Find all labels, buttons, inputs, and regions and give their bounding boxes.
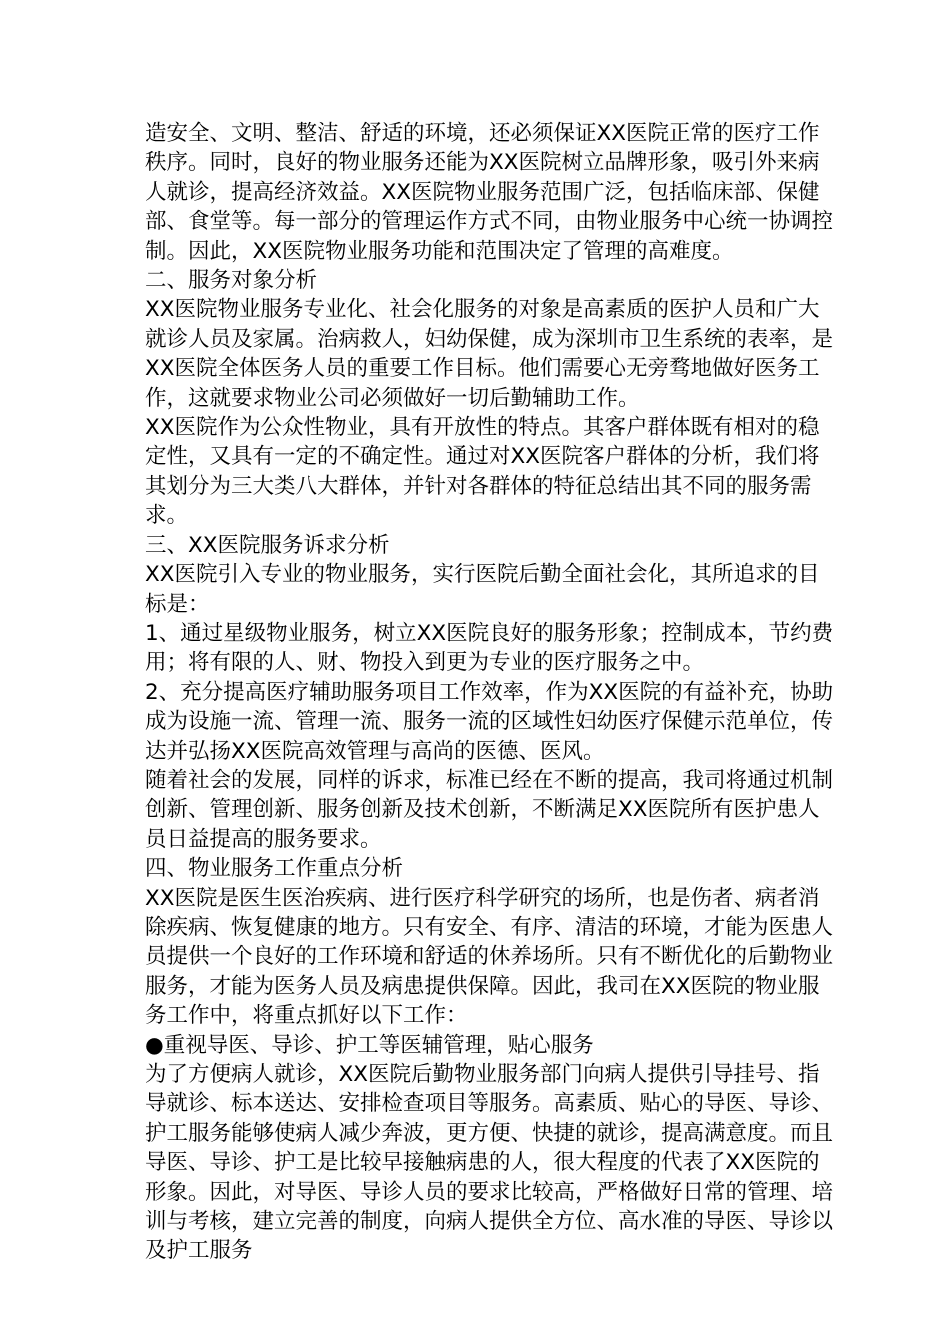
work-focus-bullet-guidance: ●重视导医、导诊、护工等医辅管理，贴心服务 [145, 1032, 594, 1058]
service-demands-item-2: 2、充分提高医疗辅助服务项目工作效率，作为XX医院的有益补充，协助成为设施一流、管理一流、服务一流的区域性妇幼医疗保健示范单位，传达并弘扬XX医院高效管理与高尚的医德、医风。 [145, 679, 834, 764]
service-demands-closing-paragraph: 随着社会的发展，同样的诉求，标准已经在不断的提高，我司将通过机制创新、管理创新、服务创新及技术创新，不断满足XX医院所有医护患人员日益提高的服务要求。 [145, 767, 834, 852]
document-page [145, 119, 835, 1266]
service-demands-item-1: 1、通过星级物业服务，树立XX医院良好的服务形象；控制成本，节约费用；将有限的人、财、物投入到更为专业的医疗服务之中。 [145, 620, 834, 676]
section-heading-service-objects: 二、服务对象分析 [145, 268, 318, 294]
intro-paragraph: 造安全、文明、整洁、舒适的环境，还必须保证XX医院正常的医疗工作秩序。同时，良好的物业服务还能为XX医院树立品牌形象，吸引外来病人就诊，提高经济效益。XX医院物业服务范围广泛，包括临床部、保健部、食堂等。每一部分的管理运作方式不同，由物业服务中心统一协调控制。因此，XX医院物业服务功能和范围决定了管理的高难度。 [145, 121, 834, 264]
work-focus-paragraph: XX医院是医生医治疾病、进行医疗科学研究的场所，也是伤者、病者消除疾病、恢复健康的地方。只有安全、有序、清洁的环境，才能为医患人员提供一个良好的工作环境和舒适的休养场所。只有不断优化的后勤物业服务，才能为医务人员及病患提供保障。因此，我司在XX医院的物业服务工作中，将重点抓好以下工作： [145, 885, 834, 1029]
service-objects-paragraph-2: XX医院作为公众性物业，具有开放性的特点。其客户群体既有相对的稳定性，又具有一定的不确定性。通过对XX医院客户群体的分析，我们将其划分为三大类八大群体，并针对各群体的特征总结出其不同的服务需求。 [145, 415, 820, 529]
service-objects-paragraph-1: XX医院物业服务专业化、社会化服务的对象是高素质的医护人员和广大就诊人员及家属。治病救人，妇幼保健，成为深圳市卫生系统的表率，是XX医院全体医务人员的重要工作目标。他们需要心无旁骛地做好医务工作，这就要求物业公司必须做好一切后勤辅助工作。 [145, 297, 834, 411]
section-heading-service-demands: 三、XX医院服务诉求分析 [145, 532, 390, 558]
guidance-paragraph: 为了方便病人就诊，XX医院后勤物业服务部门向病人提供引导挂号、指导就诊、标本送达、安排检查项目等服务。高素质、贴心的导医、导诊、护工服务能够使病人减少奔波，更方便、快捷的就诊，提高满意度。而且导医、导诊、护工是比较早接触病患的人，很大程度的代表了XX医院的形象。因此，对导医、导诊人员的要求比较高，严格做好日常的管理、培训与考核，建立完善的制度，向病人提供全方位、高水准的导医、导诊以及护工服务 [145, 1062, 834, 1264]
section-heading-work-focus: 四、物业服务工作重点分析 [145, 856, 404, 882]
service-demands-paragraph: XX医院引入专业的物业服务，实行医院后勤全面社会化，其所追求的目标是： [145, 562, 820, 617]
